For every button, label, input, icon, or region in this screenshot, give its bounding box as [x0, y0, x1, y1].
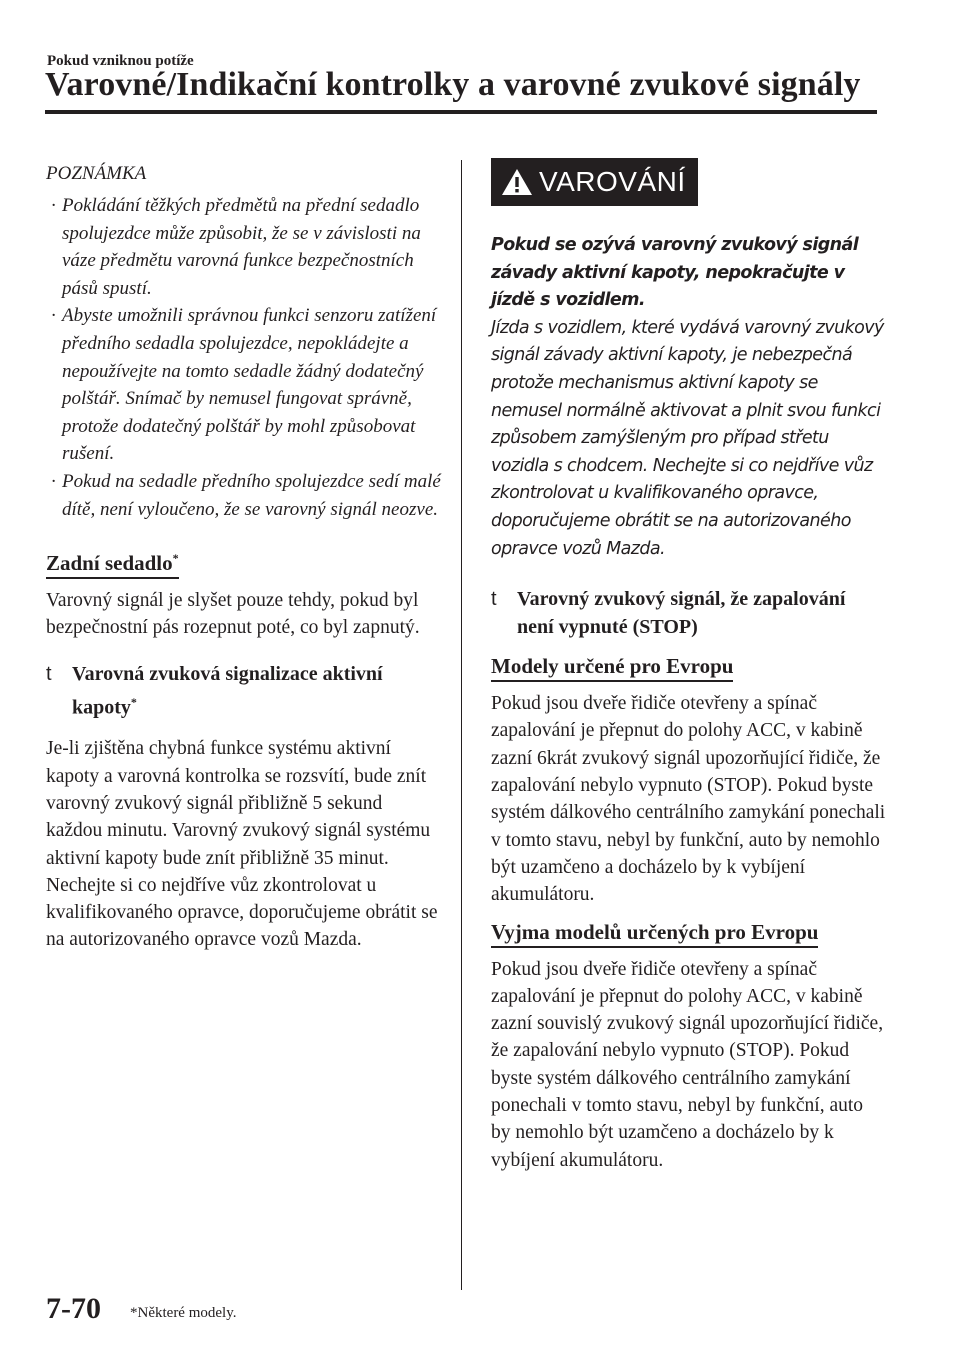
note-bullet: · Pokládání těžkých předmětů na přední sedadlo spolujezdce může způsobit, že se v závislosti na váze předmětu varovná funkce bezpečnostních pásů spustí. — [46, 192, 441, 302]
item-bullet: t — [491, 588, 497, 611]
column-divider — [461, 160, 462, 1290]
item-bullet: t — [46, 662, 52, 685]
warning-bold-text: Pokud se ozývá varovný zvukový signál závady aktivní kapoty, nepokračujte v jízdě s vozidlem. — [491, 235, 859, 311]
footnote-mark: * — [130, 694, 137, 709]
left-column — [46, 158, 441, 954]
title-rule — [45, 110, 877, 114]
page-title: Varovné/Indikační kontrolky a varovné zvukové signály — [45, 66, 861, 103]
active-hood-heading-text: Varovná zvuková signalizace aktivní kapoty — [72, 662, 383, 719]
active-hood-text: Je-li zjištěna chybná funkce systému aktivní kapoty a varovná kontrolka se rozsvítí, bude znít varovný zvukový signál přibližně 5 sekund každou minutu. Varovný zvukový signál systému aktivní kapoty bude znít přibližně 35 minut. Nechejte si co nejdříve vůz zkontrolovat u kvalifikovaného opravce, doporučujeme obrátit se na autorizovaného opravce vozů Mazda. — [46, 738, 438, 951]
warning-triangle-icon — [501, 168, 533, 196]
rear-seat-heading-text: Zadní sedadlo — [46, 551, 173, 576]
warning-text: Jízda s vozidlem, které vydává varovný zvukový signál závady aktivní kapoty, je nebezpečná protože mechanismus aktivní kapoty se nemusel normálně aktivovat a plnit svou funkci způsobem zamýšleným pro případ střetu vozidla s chodcem. Nechejte si co nejdříve vůz zkontrolovat u kvalifikovaného opravce, doporučujeme obrátit se na autorizovaného opravce vozů Mazda. — [491, 317, 884, 559]
active-hood-heading — [46, 660, 441, 722]
europe-text: Pokud jsou dveře řidiče otevřeny a spínač zapalování je přepnut do polohy ACC, v kabině zazní 6krát zvukový signál upozorňující řidiče, že zapalování nebylo vypnuto (STOP). Pokud byste systém dálkového centrálního zamykání ponechali v tomto stavu, nebyl by funkční, auto by nemohlo být uzamčeno a docházelo by k vybíjení akumulátoru. — [491, 693, 886, 906]
non-europe-text: Pokud jsou dveře řidiče otevřeny a spínač zapalování je přepnut do polohy ACC, v kabině zazní souvislý zvukový signál upozorňující řidiče, že zapalování nebylo vypnuto (STOP). Pokud byste systém dálkového centrálního zamykání ponechali v tomto stavu, nebyl by funkční, auto by nemohlo být uzamčeno a docházelo by k vybíjení akumulátoru. — [491, 958, 884, 1171]
warning-banner — [491, 158, 698, 206]
note-bullet: · Pokud na sedadle předního spolujezdce sedí malé dítě, není vyloučeno, že se varovný signál neozve. — [46, 468, 441, 523]
page-number: 7-70 — [46, 1292, 101, 1325]
europe-heading: Modely určené pro Evropu — [491, 653, 733, 682]
note-bullet: · Abyste umožnili správnou funkci senzoru zatížení předního sedadla spolujezdce, nepokládejte a nepoužívejte na tomto sedadle žádný dodatečný polštář. Snímač by nemusel fungovat správně, protože dodatečný polštář by mohl způsobovat rušení. — [46, 302, 441, 468]
footnote: *Některé modely. — [130, 1305, 237, 1321]
rear-seat-heading — [46, 545, 179, 579]
section-label: Pokud vzniknou potíže — [47, 53, 194, 69]
footnote-mark: * — [172, 551, 179, 566]
warning-label: VAROVÁNÍ — [539, 166, 686, 197]
note-list — [46, 192, 441, 523]
note-title: POZNÁMKA — [46, 163, 147, 184]
rear-seat-text: Varovný signál je slyšet pouze tehdy, pokud byl bezpečnostní pás rozepnut poté, co byl zapnutý. — [46, 590, 420, 639]
non-europe-heading: Vyjma modelů určených pro Evropu — [491, 919, 818, 948]
ignition-heading — [491, 585, 886, 641]
ignition-heading-text: Varovný zvukový signál, že zapalování není vypnuté (STOP) — [517, 588, 846, 639]
right-column — [491, 158, 886, 1174]
